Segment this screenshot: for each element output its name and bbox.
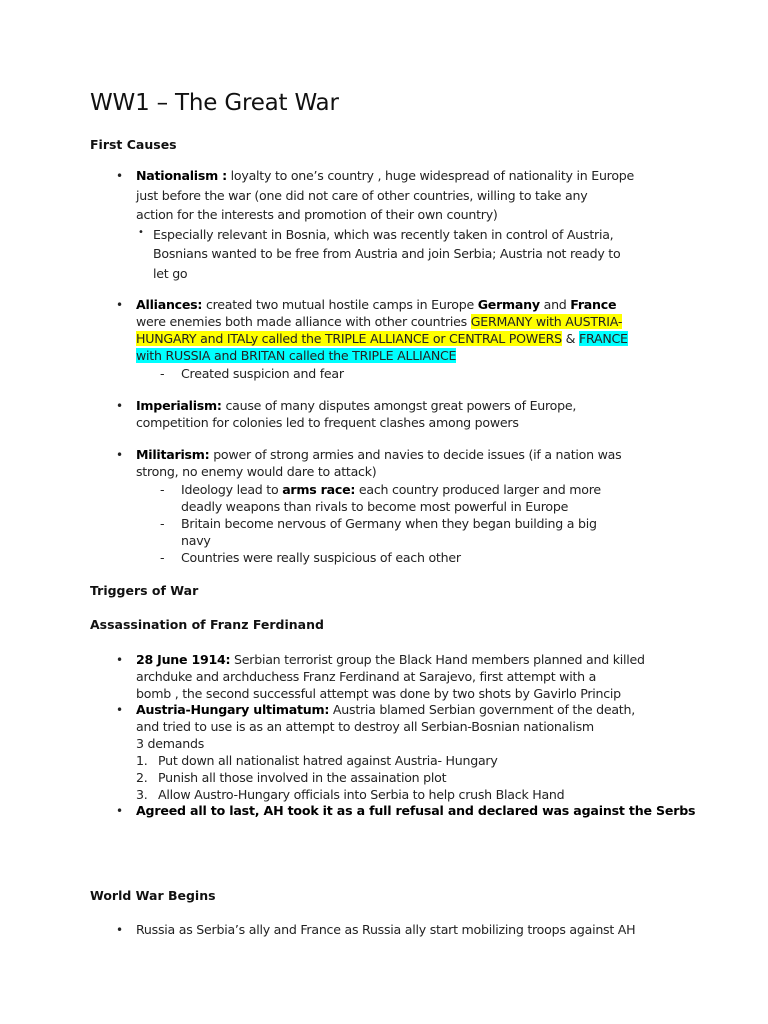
imperialism-line-1 <box>136 397 576 414</box>
highlight-cyan: FRANCE <box>578 331 628 346</box>
bullet-icon: • <box>116 298 124 312</box>
nationalism-sub-line-2: Bosnians wanted to be free from Austria and join Serbia; Austria not ready to <box>153 246 621 261</box>
alliances-dash-item: Created suspicion and fear <box>181 366 344 381</box>
bullet-icon: • <box>116 703 124 717</box>
ultimatum-text-1: Austria blamed Serbian government of the death, <box>329 702 635 717</box>
sub-bullet-icon: • <box>138 227 144 238</box>
heading-war-begins: World War Begins <box>90 888 216 903</box>
highlight-yellow: HUNGARY and ITALy called the TRIPLE ALLIANCE or CENTRAL POWERS <box>136 331 562 346</box>
demand-1: Put down all nationalist hatred against Austria- Hungary <box>158 753 498 768</box>
militarism-dash-2-line-2: navy <box>181 533 211 548</box>
ultimatum-label: Austria-Hungary ultimatum: <box>136 702 330 717</box>
militarism-text-1: power of strong armies and navies to decide issues (if a nation was <box>209 447 622 462</box>
bullet-icon: • <box>116 923 124 937</box>
alliances-text-2: were enemies both made alliance with other countries <box>136 314 471 329</box>
june-text-1: Serbian terrorist group the Black Hand members planned and killed <box>230 652 645 667</box>
heading-first-causes: First Causes <box>90 137 177 152</box>
agreed-line: Agreed all to last, AH took it as a full refusal and declared was against the Serbs <box>136 803 696 818</box>
alliances-line-2 <box>136 313 622 330</box>
highlight-cyan: with RUSSIA and BRITAN called the TRIPLE ALLIANCE <box>136 348 457 363</box>
heading-triggers: Triggers of War <box>90 583 199 598</box>
france-bold: France <box>570 297 617 312</box>
demand-number: 3. <box>136 787 148 802</box>
imperialism-label: Imperialism: <box>136 398 222 413</box>
june-line-3: bomb , the second successful attempt was done by two shots by Gavirlo Princip <box>136 686 621 701</box>
heading-assassination: Assassination of Franz Ferdinand <box>90 617 324 632</box>
alliances-line-1 <box>136 296 616 313</box>
alliances-label: Alliances: <box>136 297 203 312</box>
militarism-line-1 <box>136 446 621 463</box>
germany-bold: Germany <box>477 297 540 312</box>
dash-icon: - <box>160 550 165 565</box>
and-text: and <box>539 297 571 312</box>
june-line-1 <box>136 651 645 668</box>
ampersand: & <box>561 331 579 346</box>
militarism-dash-3: Countries were really suspicious of each other <box>181 550 461 565</box>
arms-race-bold: arms race: <box>282 482 356 497</box>
nationalism-line-3: action for the interests and promotion of their own country) <box>136 207 498 222</box>
ultimatum-line-2: and tried to use is as an attempt to destroy all Serbian-Bosnian nationalism <box>136 719 594 734</box>
ultimatum-line-1 <box>136 701 635 718</box>
nationalism-text-1: loyalty to one’s country , huge widespread of nationality in Europe <box>226 168 635 183</box>
bullet-icon: • <box>116 448 124 462</box>
dash-icon: - <box>160 366 165 381</box>
dash-icon: - <box>160 482 165 497</box>
imperialism-line-2: competition for colonies led to frequent clashes among powers <box>136 415 519 430</box>
nationalism-line-1 <box>136 167 634 184</box>
demand-number: 2. <box>136 770 148 785</box>
nationalism-sub-line-3: let go <box>153 266 188 281</box>
demand-3: Allow Austro-Hungary officials into Serbia to help crush Black Hand <box>158 787 565 802</box>
alliances-line-4 <box>136 347 456 364</box>
war-begins-line: Russia as Serbia’s ally and France as Russia ally start mobilizing troops against AH <box>136 922 636 937</box>
nationalism-label: Nationalism : <box>136 168 227 183</box>
nationalism-sub-line-1: Especially relevant in Bosnia, which was recently taken in control of Austria, <box>153 227 614 242</box>
ultimatum-line-3: 3 demands <box>136 736 205 751</box>
militarism-dash-1 <box>181 481 601 498</box>
demand-number: 1. <box>136 753 148 768</box>
june-label: 28 June 1914: <box>136 652 231 667</box>
bullet-icon: • <box>116 169 124 183</box>
june-line-2: archduke and archduchess Franz Ferdinand at Sarajevo, first attempt with a <box>136 669 597 684</box>
page-title: WW1 – The Great War <box>90 90 339 116</box>
militarism-line-2: strong, no enemy would dare to attack) <box>136 464 377 479</box>
arms-race-post: each country produced larger and more <box>355 482 601 497</box>
arms-race-pre: Ideology lead to <box>181 482 283 497</box>
bullet-icon: • <box>116 399 124 413</box>
highlight-yellow: GERMANY with AUSTRIA- <box>470 314 623 329</box>
demand-2: Punish all those involved in the assaination plot <box>158 770 447 785</box>
militarism-dash-1-line-2: deadly weapons than rivals to become most powerful in Europe <box>181 499 569 514</box>
nationalism-line-2: just before the war (one did not care of other countries, willing to take any <box>136 188 588 203</box>
alliances-text-1: created two mutual hostile camps in Europe <box>202 297 478 312</box>
alliances-line-3 <box>136 330 628 347</box>
bullet-icon: • <box>116 653 124 667</box>
dash-icon: - <box>160 516 165 531</box>
bullet-icon: • <box>116 804 124 818</box>
militarism-dash-2: Britain become nervous of Germany when they began building a big <box>181 516 597 531</box>
imperialism-text-1: cause of many disputes amongst great powers of Europe, <box>221 398 577 413</box>
militarism-label: Militarism: <box>136 447 210 462</box>
